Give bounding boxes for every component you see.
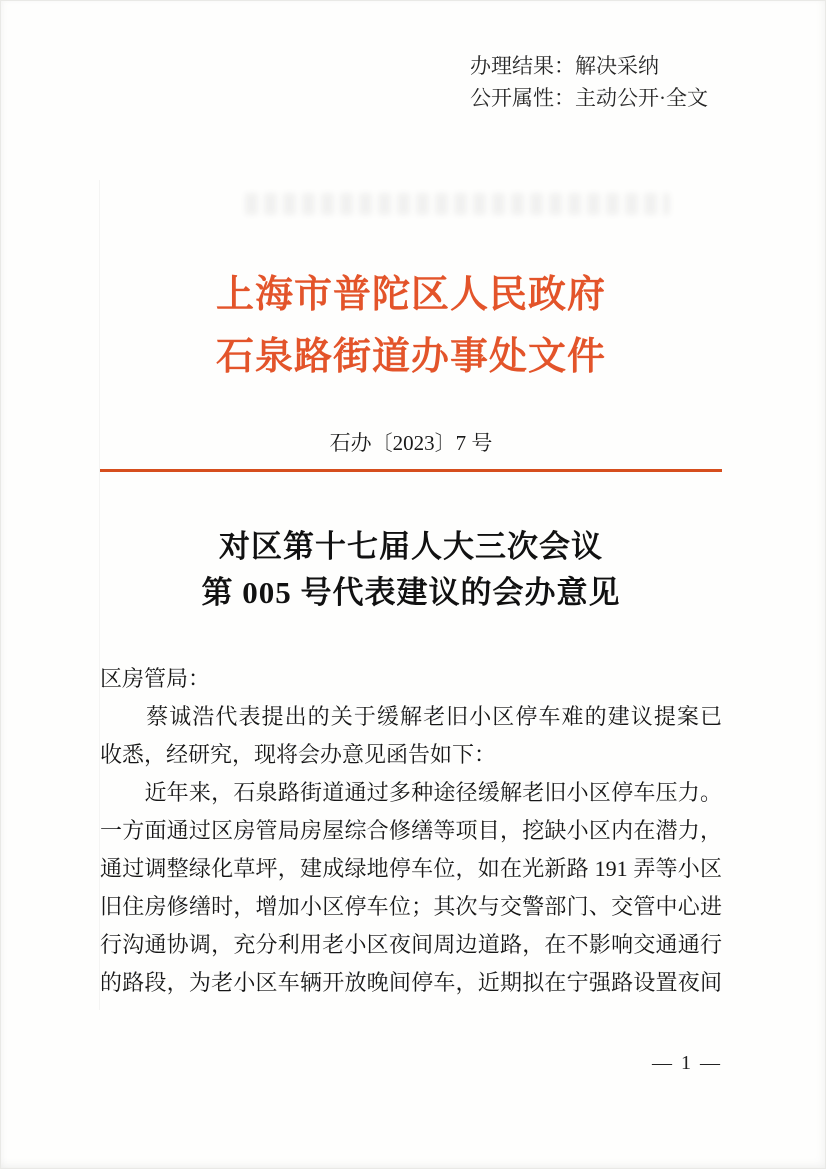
body-line: 区房管局： <box>100 666 211 691</box>
handling-meta-block <box>470 50 708 114</box>
body-line: 一方面通过区房管局房屋综合修缮等项目，挖缺小区内在潜力， <box>100 818 722 843</box>
document-body <box>100 660 722 1002</box>
document-number: 石办〔2023〕7 号 <box>329 431 493 455</box>
body-line: 近年来，石泉路街道通过多种途径缓解老旧小区停车压力。 <box>100 780 722 805</box>
body-line: 行沟通协调，充分利用老小区夜间周边道路，在不影响交通通行 <box>100 932 722 957</box>
publicity-attribute-line: 公开属性：主动公开·全文 <box>470 86 708 110</box>
ink-bleed-through-ghost-text <box>245 193 670 215</box>
letterhead-title-line1: 上海市普陀区人民政府 <box>215 274 606 316</box>
body-line: 蔡诚浩代表提出的关于缓解老旧小区停车难的建议提案已 <box>100 704 722 729</box>
body-line: 收悉，经研究，现将会办意见函告如下： <box>100 742 497 767</box>
page-number: — 1 — <box>652 1052 722 1074</box>
subject-line1: 对区第十七届人大三次会议 <box>219 529 603 564</box>
handling-result-line: 办理结果：解决采纳 <box>470 54 659 78</box>
body-line: 通过调整绿化草坪，建成绿地停车位，如在光新路 191 弄等小区 <box>100 856 722 881</box>
letterhead <box>100 264 722 388</box>
red-rule-divider <box>100 469 722 472</box>
subject-heading <box>100 524 722 616</box>
subject-line2: 第 005 号代表建议的会办意见 <box>201 575 621 610</box>
body-line: 的路段，为老小区车辆开放晚间停车，近期拟在宁强路设置夜间 <box>100 970 722 995</box>
letterhead-title-line2: 石泉路街道办事处文件 <box>215 336 606 378</box>
body-line: 旧住房修缮时，增加小区停车位；其次与交警部门、交管中心进 <box>100 894 722 919</box>
